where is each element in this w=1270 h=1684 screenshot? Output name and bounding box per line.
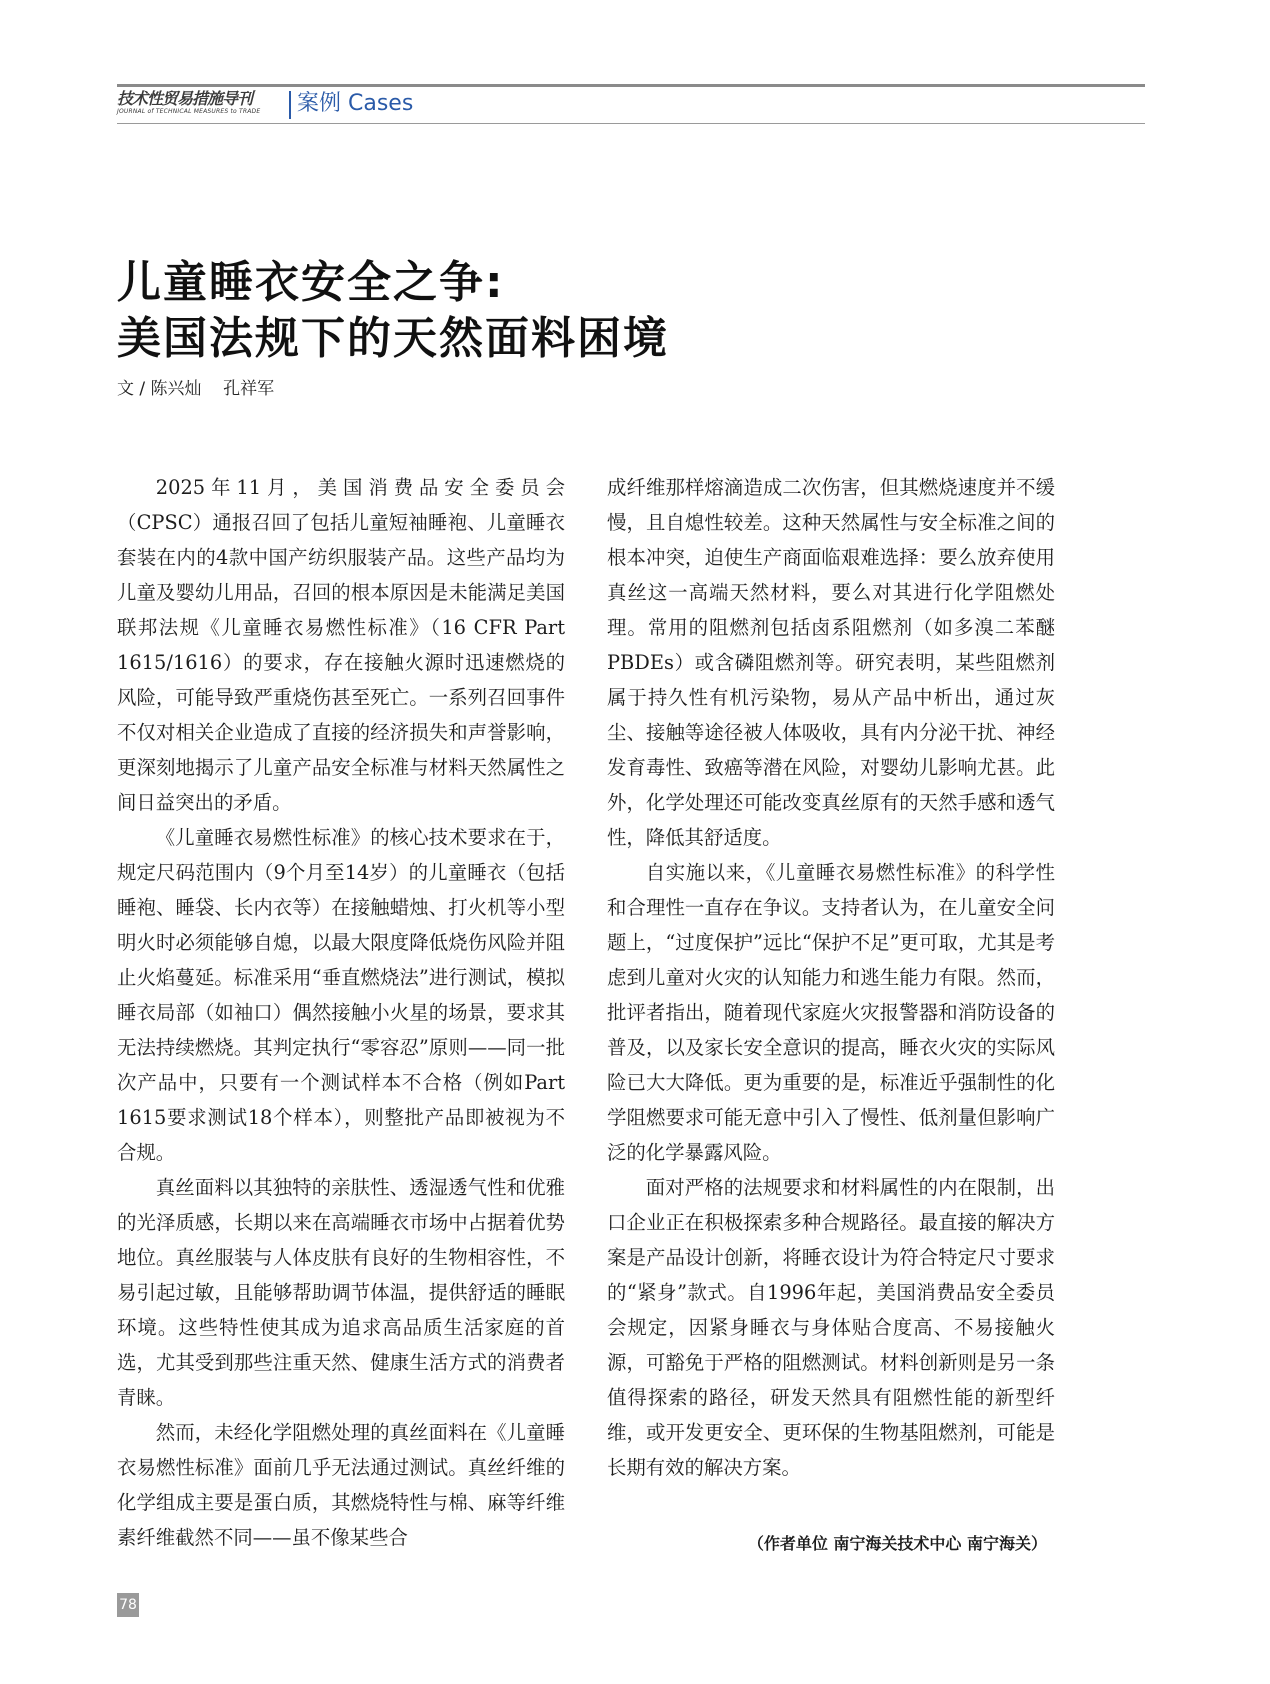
- paragraph: 然而，未经化学阻燃处理的真丝面料在《儿童睡衣易燃性标准》面前几乎无法通过测试。真丝纤维的化学组成主要是蛋白质，其燃烧特性与棉、麻等纤维素纤维截然不同——虽不像某些合: [117, 1421, 565, 1549]
- paragraph: 自实施以来，《儿童睡衣易燃性标准》的科学性和合理性一直存在争议。支持者认为，在儿童安全问题上，“过度保护”远比“保护不足”更可取，尤其是考虑到儿童对火灾的认知能力和逃生能力有限。然而，批评者指出，随着现代家庭火灾报警器和消防设备的普及，以及家长安全意识的提高，睡衣火灾的实际风险已大大降低。更为重要的是，标准近乎强制性的化学阻燃要求可能无意中引入了慢性、低剂量但影响广泛的化学暴露风险。: [607, 861, 1055, 1164]
- header-rule-top: [117, 84, 1145, 87]
- paragraph-continuation: 成纤维那样熔滴造成二次伤害，但其燃烧速度并不缓慢，且自熄性较差。这种天然属性与安全标准之间的根本冲突，迫使生产商面临艰难选择：要么放弃使用真丝这一高端天然材料，要么对其进行化学阻燃处理。常用的阻燃剂包括卤系阻燃剂（如多溴二苯醚PBDEs）或含磷阻燃剂等。研究表明，某些阻燃剂属于持久性有机污染物，易从产品中析出，通过灰尘、接触等途径被人体吸收，具有内分泌干扰、神经发育毒性、致癌等潜在风险，对婴幼儿影响尤甚。此外，化学处理还可能改变真丝原有的天然手感和透气性，降低其舒适度。: [607, 476, 1055, 849]
- journal-name-en: JOURNAL of TECHNICAL MEASURES to TRADE: [117, 108, 261, 115]
- paragraph: 真丝面料以其独特的亲肤性、透湿透气性和优雅的光泽质感，长期以来在高端睡衣市场中占据着优势地位。真丝服装与人体皮肤有良好的生物相容性，不易引起过敏，且能够帮助调节体温，提供舒适的睡眠环境。这些特性使其成为追求高品质生活家庭的首选，尤其受到那些注重天然、健康生活方式的消费者青睐。: [117, 1176, 565, 1409]
- title-line-1: 儿童睡衣安全之争:: [117, 257, 505, 308]
- section-label: 案例 Cases: [297, 91, 414, 116]
- section-divider: [289, 91, 291, 119]
- paragraph: 2025年11月，美国消费品安全委员会（CPSC）通报召回了包括儿童短袖睡袍、儿童睡衣套装在内的4款中国产纺织服装产品。这些产品均为儿童及婴幼儿用品，召回的根本原因是未能满足美国联邦法规《儿童睡衣易燃性标准》（16 CFR Part 1615/1616）的要求，存在接触火源时迅速燃烧的风险，可能导致严重烧伤甚至死亡。一系列召回事件不仅对相关企业造成了直接的经济损失和声誉影响，更深刻地揭示了儿童产品安全标准与材料天然属性之间日益突出的矛盾。: [117, 476, 565, 814]
- paragraph: 《儿童睡衣易燃性标准》的核心技术要求在于，规定尺码范围内（9个月至14岁）的儿童睡衣（包括睡袍、睡袋、长内衣等）在接触蜡烛、打火机等小型明火时必须能够自熄，以最大限度降低烧伤风险并阻止火焰蔓延。标准采用“垂直燃烧法”进行测试，模拟睡衣局部（如袖口）偶然接触小火星的场景，要求其无法持续燃烧。其判定执行“零容忍”原则——同一批次产品中，只要有一个测试样本不合格（例如Part 1615要求测试18个样本），则整批产品即被视为不合规。: [117, 826, 565, 1164]
- byline: 文 / 陈兴灿 孔祥军: [117, 379, 275, 399]
- right-column: [607, 470, 1055, 1485]
- left-column: [117, 470, 565, 1555]
- article-title: [117, 255, 1017, 367]
- header-rule-bottom: [117, 123, 1145, 124]
- title-line-2: 美国法规下的天然面料困境: [117, 313, 669, 364]
- journal-logo: [117, 90, 282, 122]
- journal-name: 技术性贸易措施导刊: [117, 89, 253, 108]
- author-affiliation: （作者单位 南宁海关技术中心 南宁海关）: [747, 1534, 1047, 1553]
- page-number: 78: [117, 1593, 139, 1617]
- paragraph: 面对严格的法规要求和材料属性的内在限制，出口企业正在积极探索多种合规路径。最直接的解决方案是产品设计创新，将睡衣设计为符合特定尺寸要求的“紧身”款式。自1996年起，美国消费品安全委员会规定，因紧身睡衣与身体贴合度高、不易接触火源，可豁免于严格的阻燃测试。材料创新则是另一条值得探索的路径，研发天然具有阻燃性能的新型纤维，或开发更安全、更环保的生物基阻燃剂，可能是长期有效的解决方案。: [607, 1176, 1055, 1479]
